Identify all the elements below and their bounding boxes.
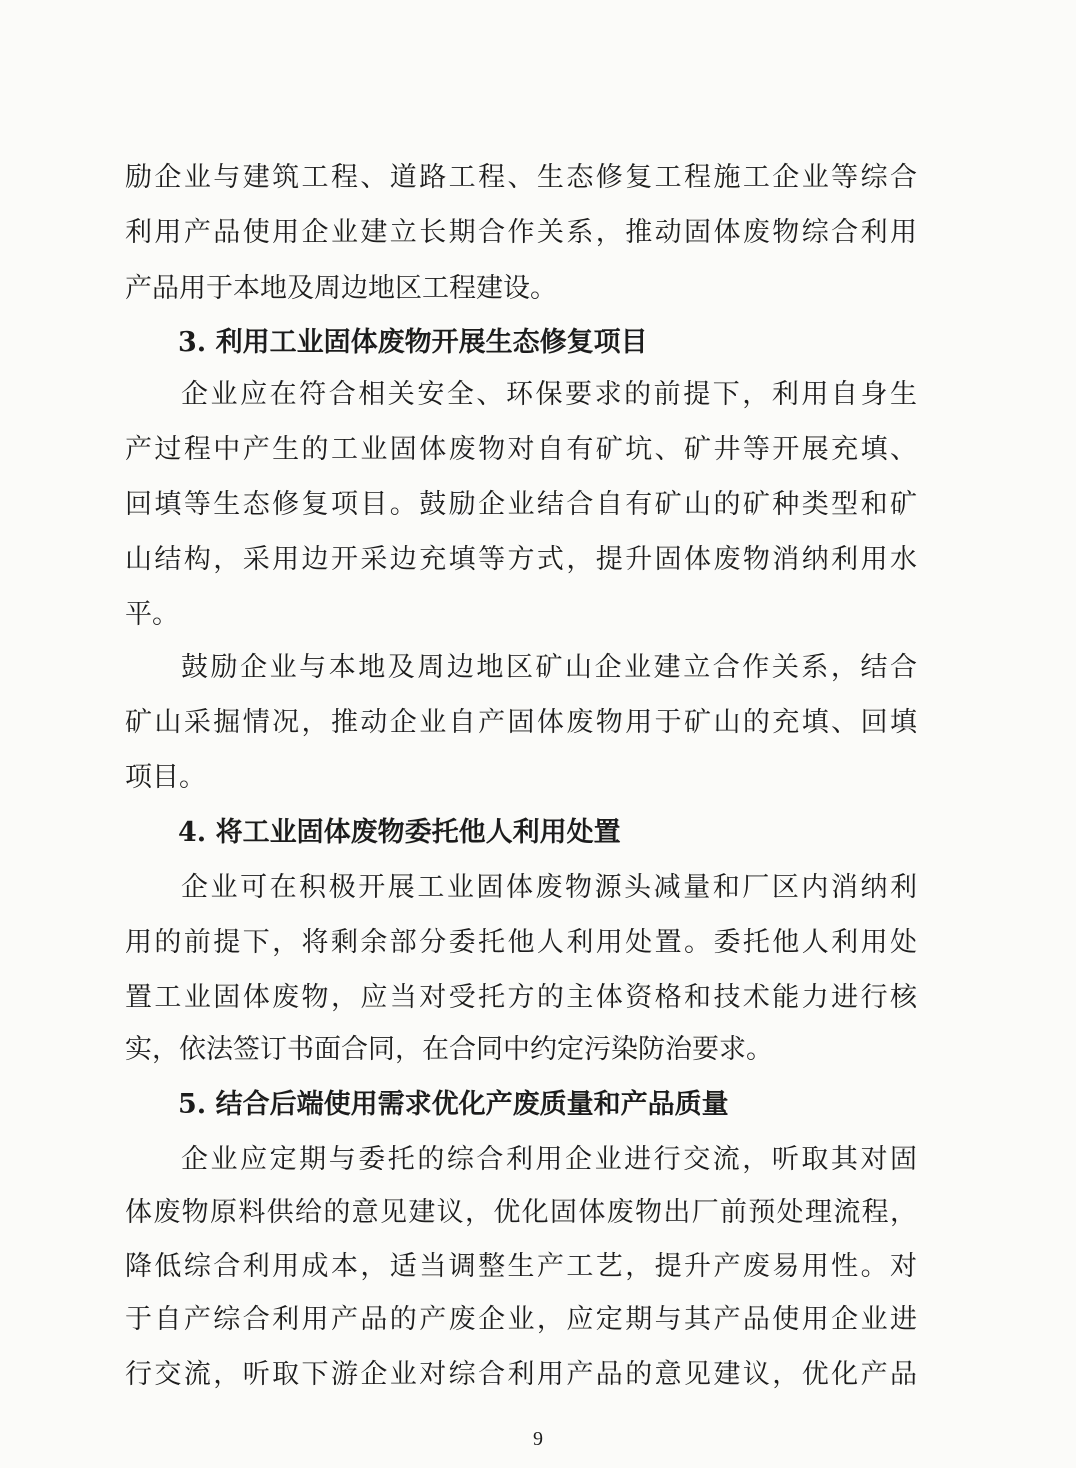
body-text-line: 项目。 [125,762,206,793]
body-text-line: 山结构，采用边开采边充填等方式，提升固体废物消纳利用水 [125,544,917,575]
body-text-line: 实，依法签订书面合同，在合同中约定污染防治要求。 [125,1034,773,1065]
body-text-line: 产过程中产生的工业固体废物对自有矿坑、矿井等开展充填、 [125,434,917,465]
section-heading-5: 5. 结合后端使用需求优化产废质量和产品质量 [178,1089,729,1120]
body-text-line: 于自产综合利用产品的产废企业，应定期与其产品使用企业进 [125,1304,917,1335]
body-text-line: 行交流，听取下游企业对综合利用产品的意见建议，优化产品 [125,1359,917,1390]
body-text-line: 用的前提下，将剩余部分委托他人利用处置。委托他人利用处 [125,927,917,958]
body-text-line: 励企业与建筑工程、道路工程、生态修复工程施工企业等综合 [125,162,917,193]
body-text-line: 鼓励企业与本地及周边地区矿山企业建立合作关系，结合 [181,652,917,683]
body-text-line: 企业应在符合相关安全、环保要求的前提下，利用自身生 [181,379,917,410]
body-text-line: 置工业固体废物，应当对受托方的主体资格和技术能力进行核 [125,982,917,1013]
body-text-line: 利用产品使用企业建立长期合作关系，推动固体废物综合利用 [125,217,917,248]
body-text-line: 平。 [125,599,179,630]
body-text-line: 企业可在积极开展工业固体废物源头减量和厂区内消纳利 [181,872,917,903]
body-text-line: 体废物原料供给的意见建议，优化固体废物出厂前预处理流程， [125,1197,917,1228]
body-text-line: 企业应定期与委托的综合利用企业进行交流，听取其对固 [181,1144,917,1175]
body-text-line: 回填等生态修复项目。鼓励企业结合自有矿山的矿种类型和矿 [125,489,917,520]
body-text-line: 产品用于本地及周边地区工程建设。 [125,273,557,304]
body-text-line: 矿山采掘情况，推动企业自产固体废物用于矿山的充填、回填 [125,707,917,738]
section-heading-3: 3. 利用工业固体废物开展生态修复项目 [178,327,648,358]
body-text-line: 降低综合利用成本，适当调整生产工艺，提升产废易用性。对 [125,1251,917,1282]
section-heading-4: 4. 将工业固体废物委托他人利用处置 [178,817,621,848]
page-number: 9 [533,1428,543,1450]
